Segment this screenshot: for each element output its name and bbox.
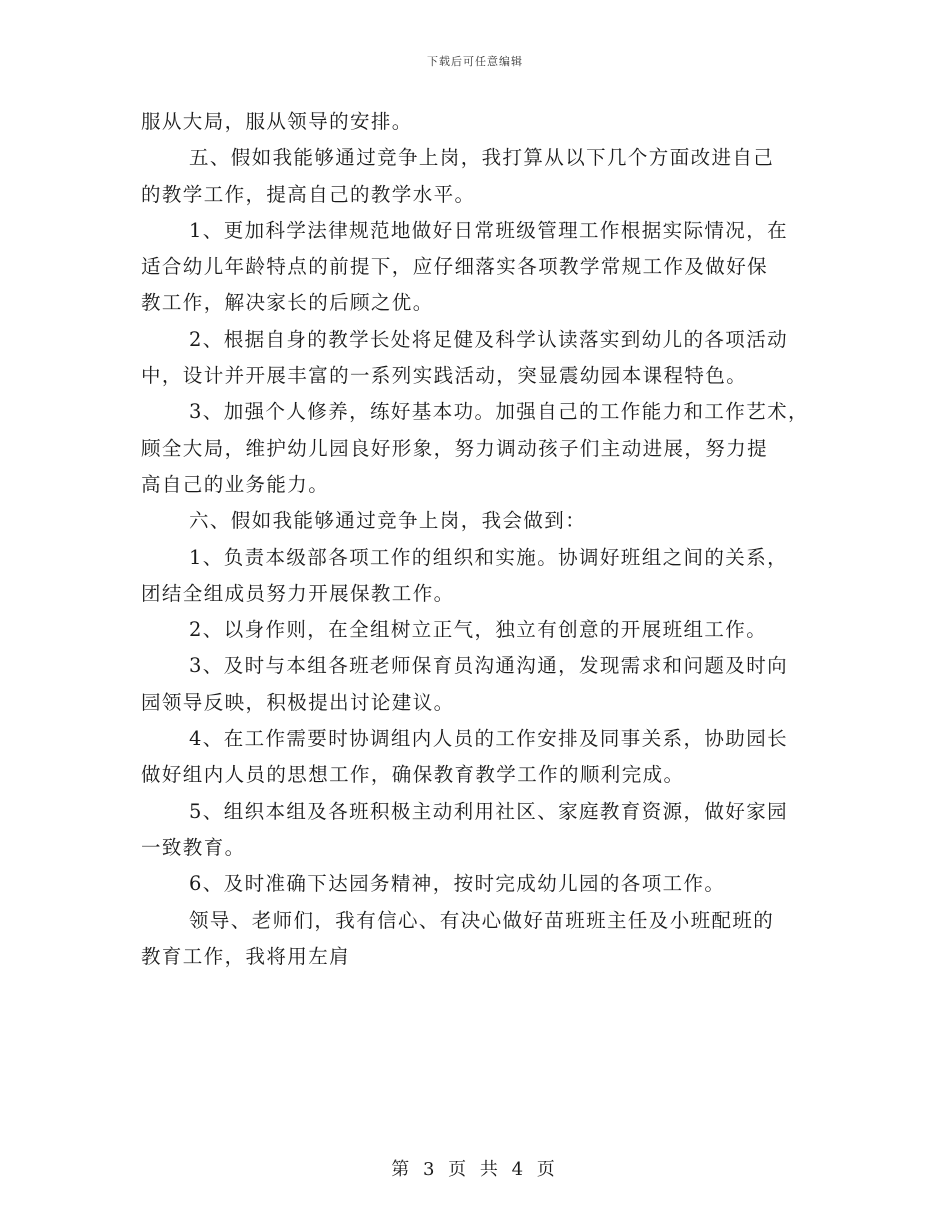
text-line: 教工作，解决家长的后顾之优。	[141, 291, 434, 315]
text-line: 园领导反映，积极提出讨论建议。	[141, 690, 455, 714]
text-line: 3、及时与本组各班老师保育员沟通沟通，发现需求和问题及时向	[189, 654, 789, 678]
text-line: 六、假如我能够通过竞争上岗，我会做到：	[189, 509, 587, 533]
text-line: 1、更加科学法律规范地做好日常班级管理工作根据实际情况，在	[189, 218, 789, 242]
page-header-note: 下载后可任意编辑	[427, 55, 523, 68]
text-line: 3、加强个人修养，练好基本功。加强自己的工作能力和工作艺术，	[189, 400, 809, 424]
text-line: 2、根据自身的教学长处将足健及科学认读落实到幼儿的各项活动	[189, 327, 789, 351]
text-line: 6、及时准确下达园务精神，按时完成幼儿园的各项工作。	[189, 872, 726, 896]
text-line: 1、负责本级部各项工作的组织和实施。协调好班组之间的关系，	[189, 545, 789, 569]
page-number-footer: 第 3 页 共 4 页	[391, 1159, 559, 1180]
text-line: 顾全大局，维护幼儿园良好形象，努力调动孩子们主动进展，努力提	[141, 436, 769, 460]
text-line: 领导、老师们，我有信心、有决心做好苗班班主任及小班配班的	[189, 908, 775, 932]
text-line: 中，设计并开展丰富的一系列实践活动，突显震幼园本课程特色。	[141, 364, 748, 388]
text-line: 5、组织本组及各班积极主动利用社区、家庭教育资源，做好家园	[189, 799, 789, 823]
text-line: 做好组内人员的思想工作，确保教育教学工作的顺利完成。	[141, 763, 685, 787]
text-line: 五、假如我能够通过竞争上岗，我打算从以下几个方面改进自己	[189, 146, 775, 170]
document-body	[141, 104, 831, 975]
text-line: 适合幼儿年龄特点的前提下，应仔细落实各项教学常规工作及做好保	[141, 255, 769, 279]
text-line: 2、以身作则，在全组树立正气，独立有创意的开展班组工作。	[189, 618, 768, 642]
text-line: 一致教育。	[141, 835, 246, 859]
text-line: 服从大局，服从领导的安排。	[141, 110, 413, 133]
text-line: 的教学工作，提高自己的教学水平。	[141, 182, 476, 206]
text-line: 教育工作，我将用左肩	[141, 944, 351, 968]
text-line: 4、在工作需要时协调组内人员的工作安排及同事关系，协助园长	[189, 727, 789, 751]
text-line: 高自己的业务能力。	[141, 472, 330, 496]
text-line: 团结全组成员努力开展保教工作。	[141, 581, 455, 605]
